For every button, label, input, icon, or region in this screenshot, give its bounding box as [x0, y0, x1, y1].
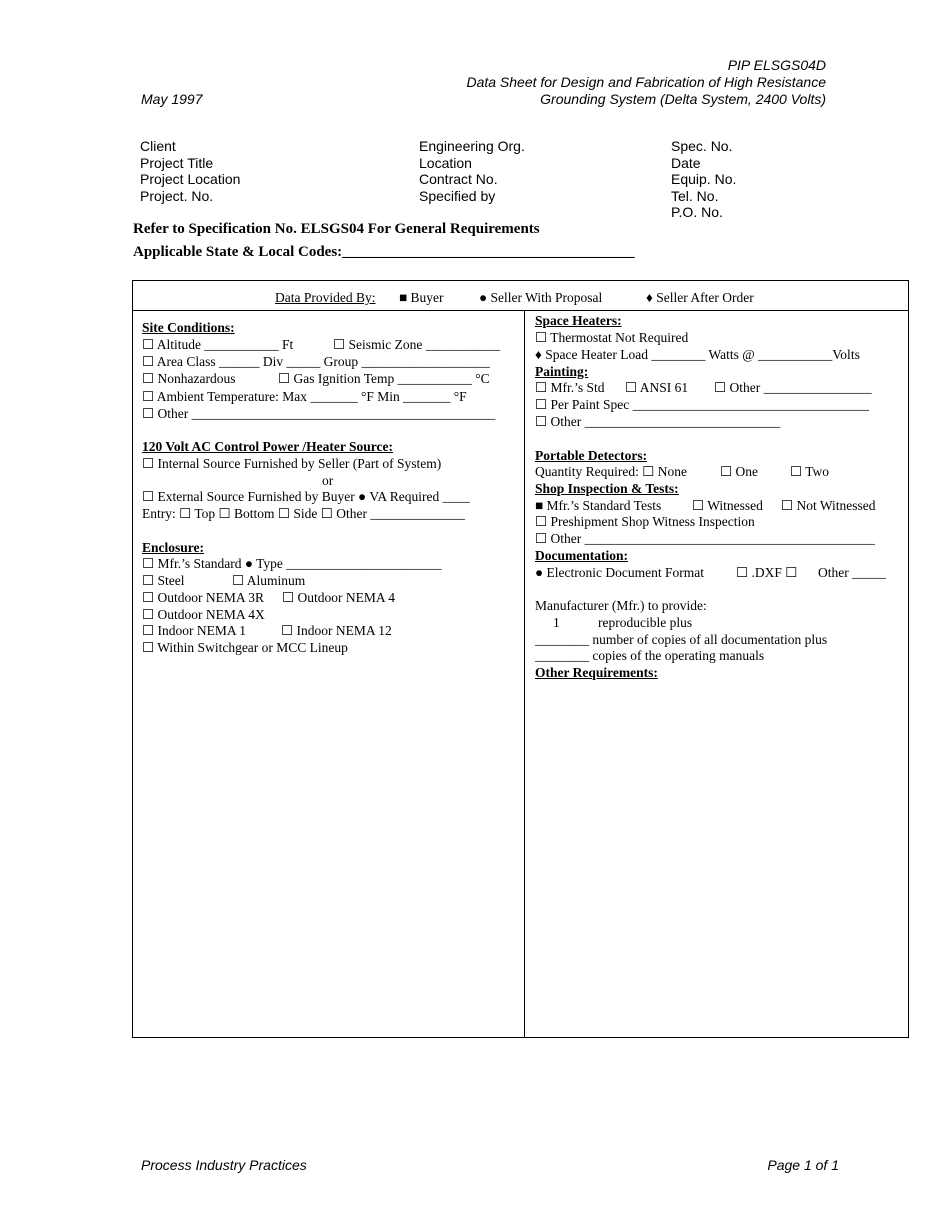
info-contract-no: Contract No. — [419, 171, 498, 187]
site-other-field[interactable]: ☐ Other _____________________________________________ — [142, 406, 496, 421]
not-witnessed-checkbox[interactable]: ☐ Not Witnessed — [781, 498, 876, 513]
doc-title-line2: Grounding System (Delta System, 2400 Volts) — [540, 91, 826, 107]
paint-mfr-std-checkbox[interactable]: ☐ Mfr.’s Std — [535, 380, 605, 395]
mfr-provide-text: Manufacturer (Mfr.) to provide: — [535, 598, 707, 613]
data-provided-row — [133, 281, 908, 311]
doc-other-field[interactable]: Other _____ — [818, 565, 886, 580]
indoor-nema-1-checkbox[interactable]: ☐ Indoor NEMA 1 — [142, 623, 246, 638]
info-project-location: Project Location — [140, 171, 241, 187]
info-col-2 — [419, 138, 525, 204]
info-specified-by: Specified by — [419, 187, 496, 204]
applicable-codes: Applicable State & Local Codes:_______________________________________ — [133, 244, 635, 260]
footer-page-number: Page 1 of 1 — [767, 1157, 839, 1173]
info-equip-no: Equip. No. — [671, 171, 737, 187]
info-project-title: Project Title — [140, 154, 214, 171]
steel-checkbox[interactable]: ☐ Steel — [142, 573, 185, 588]
data-sheet-table — [132, 280, 909, 1038]
space-heaters-heading: Space Heaters: — [535, 313, 622, 328]
per-paint-spec-field[interactable]: ☐ Per Paint Spec ___________________________________ — [535, 397, 869, 412]
column-divider — [524, 310, 525, 1037]
info-spec-no: Spec. No. — [671, 138, 733, 154]
switchgear-lineup-checkbox[interactable]: ☐ Within Switchgear or MCC Lineup — [142, 640, 348, 655]
info-col-1 — [140, 138, 240, 204]
entry-options[interactable]: Entry: ☐ Top ☐ Bottom ☐ Side ☐ Other ______________ — [142, 506, 465, 521]
doc-title-line1: Data Sheet for Design and Fabrication of High Resistance — [466, 74, 826, 90]
space-heater-load-field[interactable]: ♦ Space Heater Load ________ Watts @ ___________Volts — [535, 347, 860, 362]
reproducible-text: reproducible plus — [598, 615, 693, 630]
enclosure-heading: Enclosure: — [142, 540, 205, 555]
quantity-one-checkbox[interactable]: ☐ One — [720, 464, 758, 479]
nonhazardous-checkbox[interactable]: ☐ Nonhazardous — [142, 371, 236, 386]
documentation-copies-field[interactable]: ________ number of copies of all documentation plus — [535, 632, 828, 647]
reproducible-count: 1 — [553, 615, 560, 630]
shop-inspection-heading: Shop Inspection & Tests: — [535, 481, 679, 496]
paint-other-field[interactable]: ☐ Other ________________ — [714, 380, 872, 395]
dxf-checkbox[interactable]: ☐ .DXF ☐ — [736, 565, 798, 580]
operating-manuals-field[interactable]: ________ copies of the operating manuals — [535, 648, 765, 663]
documentation-heading: Documentation: — [535, 548, 628, 563]
info-project-no: Project. No. — [140, 187, 214, 204]
legend-seller-order: ♦ Seller After Order — [646, 290, 754, 305]
info-engineering-org: Engineering Org. — [419, 138, 525, 154]
outdoor-nema-4-checkbox[interactable]: ☐ Outdoor NEMA 4 — [282, 590, 395, 605]
footer-left: Process Industry Practices — [141, 1157, 307, 1173]
portable-detectors-heading: Portable Detectors: — [535, 448, 648, 463]
altitude-field[interactable]: ☐ Altitude ___________ Ft — [142, 337, 294, 352]
info-date: Date — [671, 154, 701, 171]
legend-buyer: ■ Buyer — [399, 290, 444, 305]
quantity-two-checkbox[interactable]: ☐ Two — [790, 464, 830, 479]
control-power-heading: 120 Volt AC Control Power /Heater Source: — [142, 439, 393, 454]
info-location: Location — [419, 154, 472, 171]
other-requirements-heading: Other Requirements: — [535, 665, 658, 680]
painting-heading: Painting: — [535, 364, 589, 379]
area-class-field[interactable]: ☐ Area Class ______ Div _____ Group ___________________ — [142, 354, 490, 369]
info-client: Client — [140, 138, 176, 154]
preshipment-inspection-checkbox[interactable]: ☐ Preshipment Shop Witness Inspection — [535, 514, 755, 529]
seismic-zone-field[interactable]: ☐ Seismic Zone ___________ — [333, 337, 500, 352]
electronic-format-option[interactable]: ● Electronic Document Format — [535, 565, 704, 580]
doc-date: May 1997 — [141, 91, 203, 107]
doc-id: PIP ELSGS04D — [727, 57, 826, 73]
aluminum-checkbox[interactable]: ☐ Aluminum — [232, 573, 306, 588]
info-col-3 — [671, 138, 736, 221]
legend-seller-proposal: ● Seller With Proposal — [479, 290, 603, 305]
site-conditions-heading: Site Conditions: — [142, 320, 235, 335]
thermostat-checkbox[interactable]: ☐ Thermostat Not Required — [535, 330, 689, 345]
quantity-none-checkbox[interactable]: Quantity Required: ☐ None — [535, 464, 687, 479]
data-provided-label: Data Provided By: — [275, 290, 376, 305]
outdoor-nema-4x-checkbox[interactable]: ☐ Outdoor NEMA 4X — [142, 607, 265, 622]
info-tel-no: Tel. No. — [671, 187, 719, 204]
paint-ansi-61-checkbox[interactable]: ☐ ANSI 61 — [625, 380, 689, 395]
external-source-checkbox[interactable]: ☐ External Source Furnished by Buyer ● VA Required ____ — [142, 489, 470, 504]
mfr-standard-tests-checkbox[interactable]: ■ Mfr.’s Standard Tests — [535, 498, 662, 513]
indoor-nema-12-checkbox[interactable]: ☐ Indoor NEMA 12 — [281, 623, 392, 638]
painting-other-field[interactable]: ☐ Other _____________________________ — [535, 414, 781, 429]
outdoor-nema-3r-checkbox[interactable]: ☐ Outdoor NEMA 3R — [142, 590, 264, 605]
mfr-standard-type-field[interactable]: ☐ Mfr.’s Standard ● Type _______________________ — [142, 556, 442, 571]
info-po-no: P.O. No. — [671, 204, 723, 220]
or-text: or — [322, 473, 334, 488]
internal-source-checkbox[interactable]: ☐ Internal Source Furnished by Seller (Part of System) — [142, 456, 442, 471]
ambient-temperature-field[interactable]: ☐ Ambient Temperature: Max _______ °F Min _______ °F — [142, 389, 467, 404]
gas-ignition-temp-field[interactable]: ☐ Gas Ignition Temp ___________ °C — [278, 371, 490, 386]
shop-other-field[interactable]: ☐ Other ___________________________________________ — [535, 531, 875, 546]
spec-reference: Refer to Specification No. ELSGS04 For General Requirements — [133, 221, 540, 237]
witnessed-checkbox[interactable]: ☐ Witnessed — [692, 498, 763, 513]
